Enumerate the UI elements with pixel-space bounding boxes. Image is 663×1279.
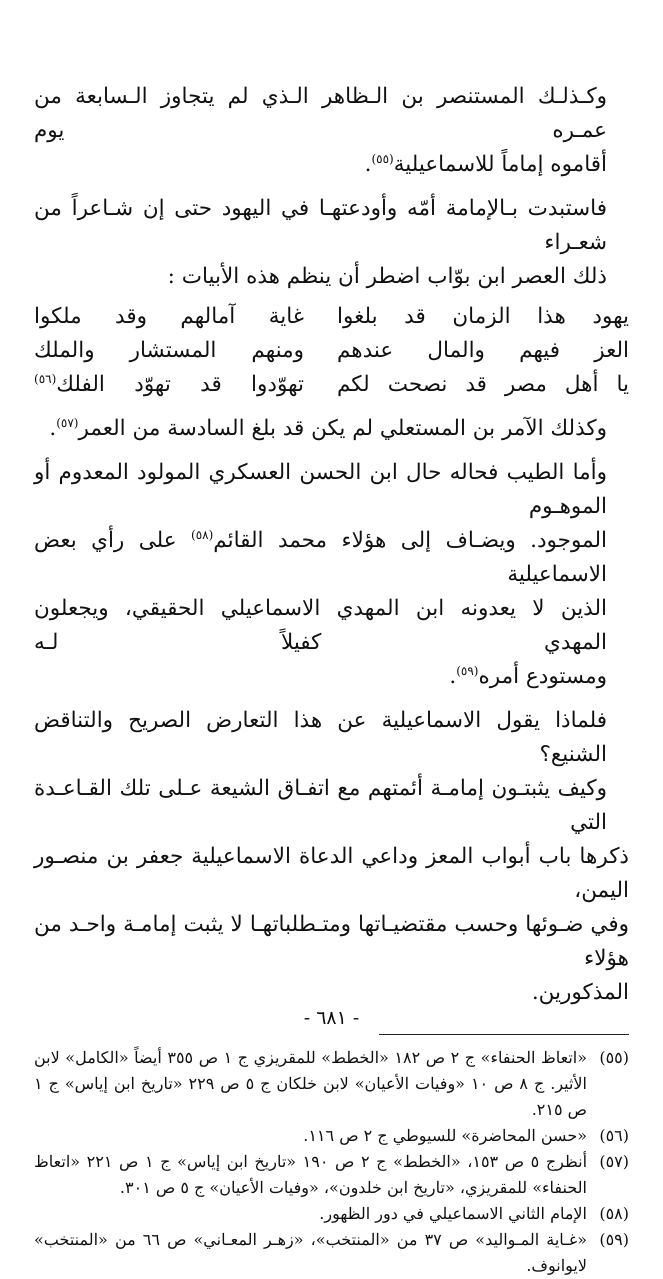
poem-verse	[34, 368, 629, 402]
paragraph-mustansir	[34, 80, 629, 182]
spacer	[34, 446, 629, 456]
footnote-text: «حسن المحاضرة» للسيوطي ج ٢ ص ١١٦.	[303, 1126, 587, 1145]
verse-second-hemistich-wrapper	[34, 368, 304, 402]
text-fragment: .	[449, 664, 457, 689]
text-fragment: على رأي بعض الاسماعيلية	[34, 528, 607, 587]
spacer	[34, 694, 629, 704]
text-line	[34, 660, 607, 694]
book-page	[34, 80, 629, 1275]
footnote-number: (٥٩)	[599, 1230, 629, 1249]
text-line: المذكورين.	[531, 980, 629, 1005]
text-fragment: وكذلك الآمر بن المستعلي لم يكن قد بلغ السادسة من العمر	[78, 416, 607, 441]
footnote-ref: (٥٥)	[371, 151, 394, 166]
poem-verse	[34, 334, 629, 368]
poem	[34, 300, 629, 402]
footnote-ref: (٥٧)	[56, 415, 79, 430]
page-number: - ٦٨١ -	[303, 1007, 360, 1029]
footnote-text: «غـاية المـواليد» ص ٣٧ من «المنتخب»، «زهـر المعـاني» ص ٦٦ من «المنتخب» لايوانوف.	[34, 1230, 588, 1275]
paragraph-tayyib	[34, 456, 629, 694]
footnote-text: أنظرج ٥ ص ١٥٣، «الخطط» ج ٢ ص ١٩٠ «تاريخ ابن إياس» ج ١ ص ٢٢١ «اتعاظ الحنفاء» للمقريزي، «تاريخ ابن خلدون»، «وفيات الأعيان» ج ٥ ص ٣٠١.	[34, 1152, 588, 1197]
paragraph-conclusion	[34, 772, 629, 840]
spacer	[34, 182, 629, 192]
text-line: ذكرها باب أبواب المعز وداعي الدعاة الاسماعيلية جعفر بن منصـور اليمن،	[34, 844, 629, 903]
footnote-divider	[379, 1034, 629, 1035]
text-line: وأما الطيب فحاله حال ابن الحسن العسكري المولود المعدوم أو الموهـوم	[34, 460, 607, 519]
footnote	[34, 1227, 629, 1279]
footnote-number: (٥٦)	[599, 1126, 629, 1145]
poem-verse	[34, 300, 629, 334]
footnote-ref: (٥٩)	[456, 663, 479, 678]
footnote-number: (٥٨)	[599, 1204, 629, 1223]
text-fragment: ومستودع أمره	[478, 664, 607, 689]
footnote	[34, 1201, 629, 1227]
text-line	[34, 148, 607, 182]
footnotes	[34, 1045, 629, 1279]
text-fragment: .	[49, 416, 57, 441]
text-fragment: الموجود. ويضـاف إلى هؤلاء محمد القائم	[213, 528, 608, 553]
text-line: ذلك العصر ابن بوّاب اضطر أن ينظم هذه الأبيات :	[167, 264, 607, 289]
footnote-ref: (٥٨)	[191, 527, 214, 542]
footnote	[34, 1123, 629, 1149]
footnote	[34, 1149, 629, 1201]
text-line: الذين لا يعدونه ابن المهدي الاسماعيلي الحقيقي، ويجعلون المهدي كفيلاً لـه	[34, 596, 607, 655]
footnote-text: «اتعاظ الحنفاء» ج ٢ ص ١٨٢ «الخطط» للمقريزي ج ١ ص ٣٥٥ أيضاً «الكامل» لابن الأثير. ج ٨ ص ١٠ «وفيات الأعيان» لابن خلكان ج ٥ ص ٢٢٩ «تاريخ ابن إياس» ج ١ ص ٢١٥.	[34, 1048, 588, 1119]
text-fragment: أقاموه إماماً للاسماعيلية	[393, 152, 607, 177]
footnote	[34, 1045, 629, 1123]
verse-first-hemistich: يا أهل مصر قد نصحت لكم	[337, 372, 629, 397]
footnote-text: الإمام الثاني الاسماعيلي في دور الظهور.	[319, 1204, 587, 1223]
verse-second-hemistich: غاية آمالهم وقد ملكوا	[34, 304, 304, 329]
text-line: فلماذا يقول الاسماعيلية عن هذا التعارض الصريح والتناقض الشنيع؟	[34, 708, 607, 767]
main-text	[34, 80, 629, 1010]
text-line: وفي ضـوئها وحسب مقتضيـاتها ومتـطلباتهـا لا يثبت إمامـة واحـد من هؤلاء	[34, 912, 629, 971]
text-fragment: .	[364, 152, 372, 177]
paragraph-conclusion-cont	[34, 840, 629, 1010]
footnote-number: (٥٧)	[599, 1152, 629, 1171]
text-line: فاستبدت بـالإمامة أمّه وأودعتهـا في اليهود حتى إن شـاعراً من شعـراء	[34, 196, 607, 255]
verse-first-hemistich: العز فيهم والمال عندهم	[337, 338, 629, 363]
text-line	[34, 524, 607, 592]
footnote-ref: (٥٦)	[34, 371, 57, 386]
verse-first-hemistich: يهود هذا الزمان قد بلغوا	[337, 304, 629, 329]
paragraph-question	[34, 704, 629, 772]
footnote-number: (٥٥)	[599, 1048, 629, 1067]
paragraph-amir	[34, 412, 629, 446]
verse-second-hemistich: ومنهم المستشار والملك	[34, 338, 304, 363]
paragraph-mother	[34, 192, 629, 294]
text-line	[34, 412, 607, 446]
text-line: وكـذلـك المستنصر بن الـظاهر الـذي لم يتجاوز الـسابعة من عمـره يوم	[34, 84, 607, 143]
verse-second-hemistich: تهوّدوا قد تهوّد الفلك	[56, 372, 304, 397]
text-line: وكيف يثبتـون إمامـة أئمتهم مع اتفـاق الشيعة عـلى تلك القـاعـدة التي	[34, 776, 607, 835]
